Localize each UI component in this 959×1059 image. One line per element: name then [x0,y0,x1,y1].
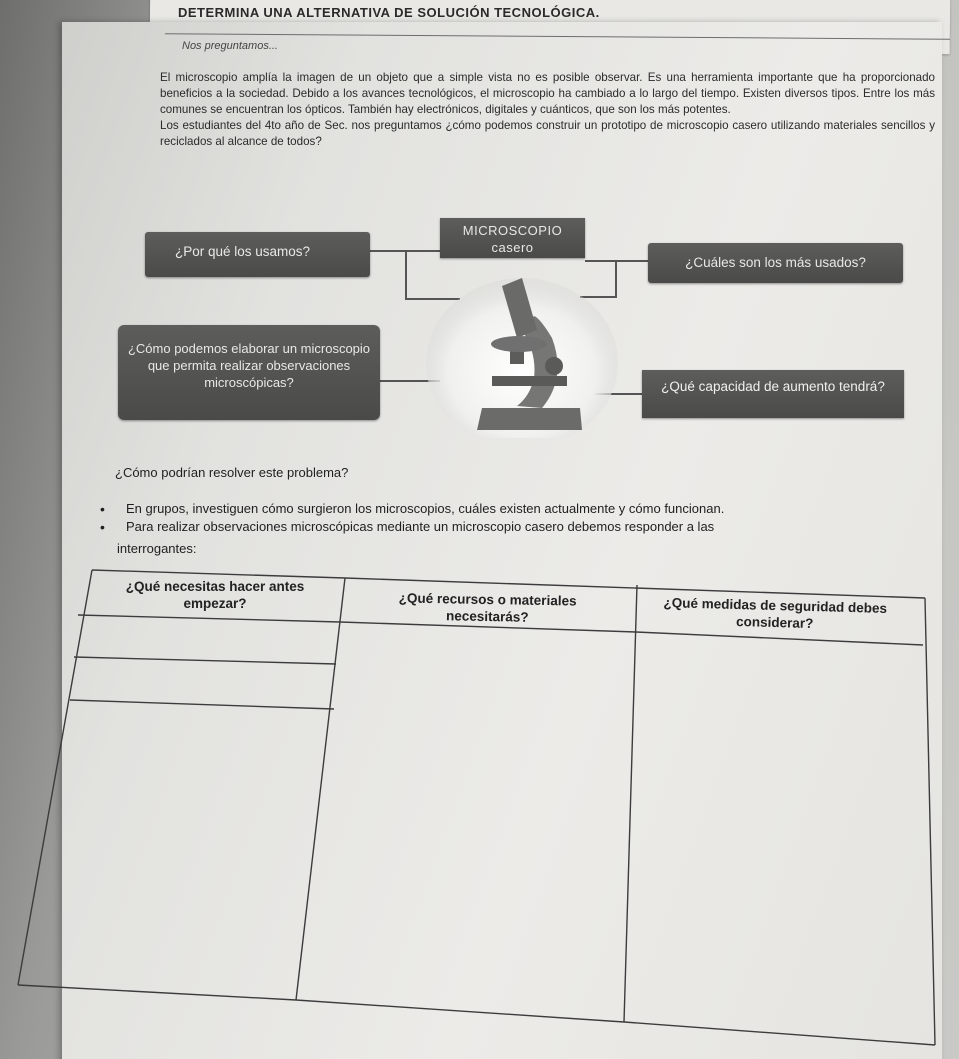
connector-line [405,250,407,298]
list-item-text: Para realizar observaciones microscópicas mediante un microscopio casero debemos responder a las [126,519,715,534]
table-header-safety: ¿Qué medidas de seguridad debes considerar? [663,595,888,632]
question-box-most-used: ¿Cuáles son los más usados? [648,243,903,283]
paragraph-line-2: Los estudiantes del 4to año de Sec. nos preguntamos ¿cómo podemos construir un prototipo de microscopio casero utilizando materiales sencillos y reciclados al alcance de todos? [160,119,935,148]
answer-cell-resources[interactable] [320,640,610,990]
answer-cell-before[interactable] [60,712,300,972]
list-item [100,518,930,536]
interrogantes-label: interrogantes: [117,541,197,556]
section-title: DETERMINA UNA ALTERNATIVA DE SOLUCIÓN TECNOLÓGICA. [178,5,600,20]
list-item-text: En grupos, investiguen cómo surgieron los microscopios, cuáles existen actualmente y cómo funcionan. [126,501,725,516]
center-title-line-1: MICROSCOPIO [462,223,563,238]
instructions-list [100,500,930,536]
list-item [100,500,930,518]
problem-question: ¿Cómo podrían resolver este problema? [115,465,349,480]
question-box-why: ¿Por qué los usamos? [145,232,370,277]
question-box-magnification: ¿Qué capacidad de aumento tendrá? [642,370,904,418]
intro-paragraph [160,70,935,150]
table-header-resources: ¿Qué recursos o materiales necesitarás? [398,590,577,625]
intro-label: Nos preguntamos... [182,40,278,52]
paragraph-line-1: El microscopio amplía la imagen de un objeto que a simple vista no es posible observar. Es una herramienta importante que ha proporcionado beneficios a la sociedad. Debido a los avances tecnológicos, el microscopio ha cambiado a lo largo del tiempo. Existen diversos tipos. Entre los más comunes se encuentran los ópticos. También hay electrónicos, digitales y cuánticos, que son los más potentes. [160,71,935,116]
center-title-line-2: casero [491,240,534,255]
table-header-before: ¿Qué necesitas hacer antes empezar? [125,579,305,611]
question-box-how: ¿Cómo podemos elaborar un microscopio que permita realizar observaciones microscópicas? [118,325,380,420]
microscope-icon [422,268,622,438]
answer-cell-safety[interactable] [645,655,920,1015]
concept-diagram [0,210,959,450]
diagram-center-title [440,218,585,258]
